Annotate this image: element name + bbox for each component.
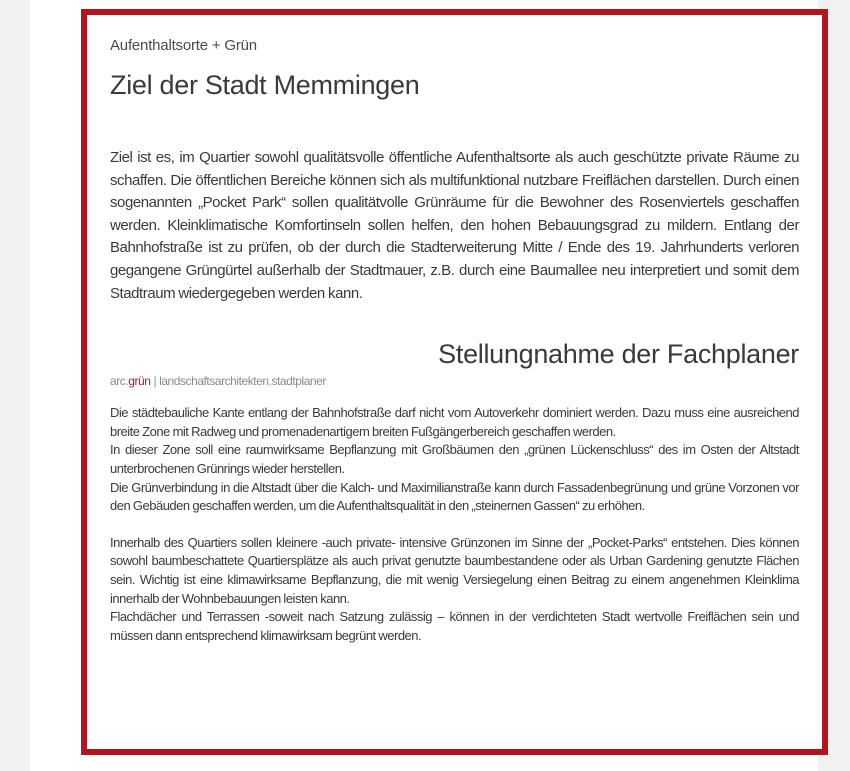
statement-paragraph: Die städtebauliche Kante entlang der Bahnhofstraße darf nicht vom Autoverkehr dominiert werden. Dazu muss eine ausreichend breite Zone mit Radweg und promenadenartigem breiten Fußgängerbereich geschaffen werden.	[110, 405, 799, 439]
section-kicker: Aufenthaltsorte + Grün	[110, 37, 257, 54]
statement-body	[110, 404, 799, 645]
page-sheet	[30, 0, 818, 771]
page-title: Ziel der Stadt Memmingen	[110, 70, 420, 100]
statement-paragraph: Die Grünverbindung in die Altstadt über die Kalch- und Maximilianstraße kann durch Fassadenbegrünung und grüne Vorzonen vor den Gebäuden geschaffen werden, um die Aufenthaltsqualität in den „steinernen Gassen“ zu erhöhen.	[110, 479, 799, 514]
intro-paragraph: Ziel ist es, im Quartier sowohl qualitätsvolle öffentliche Aufenthaltsorte als auch geschützte private Räume zu schaffen. Die öffentlichen Bereiche können sich als multifunktional nutzbare Freiflächen darstellen. Durch einen sogenannten „Pocket Park“ sollen qualitätvolle Grünräume für die Bewohner des Rosenviertels geschaffen werden. Kleinklimatische Komfortinseln sollen helfen, den hohen Bebauungsgrad zu mildern. Entlang der Bahnhofstraße ist zu prüfen, ob der durch die Stadterweiterung Mitte / Ende des 19. Jahrhunderts verloren gegangene Grüngürtel außerhalb der Stadtmauer, z.B. durch eine Baumallee neu interpretiert und somit dem Stadtraum wiedergegeben werden kann.	[110, 149, 799, 302]
statement-paragraph: In dieser Zone soll eine raumwirksame Bepflanzung mit Großbäumen den „grünen Lückenschluss“ des im Osten der Altstadt unterbrochenen Grünrings wieder herstellen.	[110, 442, 799, 476]
section-title: Stellungnahme der Fachplaner	[438, 339, 799, 370]
brand-accent: grün	[128, 374, 151, 389]
paragraph-gap	[110, 516, 799, 534]
brand-prefix: arc.	[110, 374, 129, 389]
section-header	[110, 339, 799, 389]
byline-separator: |	[153, 374, 157, 389]
planner-byline	[110, 374, 326, 388]
byline-descriptor: landschaftsarchitekten.stadtplaner	[159, 374, 326, 389]
content-frame	[81, 9, 828, 755]
statement-paragraph: Flachdächer und Terrassen -soweit nach Satzung zulässig – können in der verdichteten Stadt wertvolle Freiflächen sein und müssen dann entsprechend klimawirksam begrünt werden.	[110, 609, 799, 643]
statement-paragraph: Innerhalb des Quartiers sollen kleinere -auch private- intensive Grünzonen im Sinne der „Pocket-Parks“ entstehen. Dies können sowohl baumbeschattete Quartiersplätze als auch privat genutzte baumbestandene oder als Urban Gardening genutzte Flächen sein. Wichtig ist eine klimawirksame Bepflanzung, die mit wenig Versiegelung einen Beitrag zu einem angenehmen Kleinklima innerhalb der Wohnbebauungen leisten kann.	[110, 534, 799, 606]
